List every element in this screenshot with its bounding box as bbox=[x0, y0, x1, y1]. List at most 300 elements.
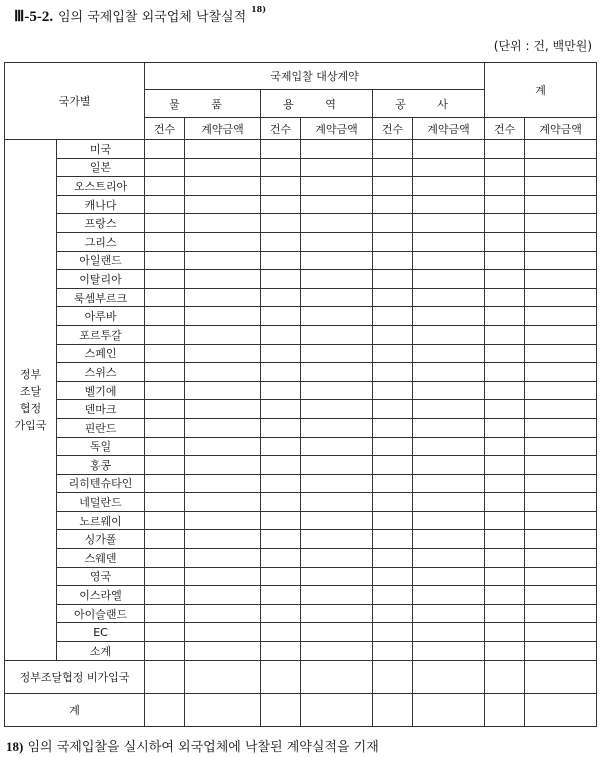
data-cell[interactable] bbox=[185, 530, 261, 549]
data-cell[interactable] bbox=[525, 400, 597, 419]
data-cell[interactable] bbox=[485, 140, 525, 159]
table-row bbox=[5, 474, 597, 493]
data-cell[interactable] bbox=[145, 195, 185, 214]
data-cell[interactable] bbox=[485, 214, 525, 233]
subtotal-row bbox=[5, 642, 597, 661]
data-cell[interactable] bbox=[525, 549, 597, 568]
country-name: 덴마크 bbox=[57, 400, 145, 419]
data-cell[interactable] bbox=[373, 437, 413, 456]
data-cell[interactable] bbox=[373, 642, 413, 661]
data-cell[interactable] bbox=[261, 325, 301, 344]
data-cell[interactable] bbox=[373, 307, 413, 326]
data-cell[interactable] bbox=[485, 158, 525, 177]
data-cell[interactable] bbox=[301, 177, 373, 196]
data-cell[interactable] bbox=[525, 604, 597, 623]
data-cell[interactable] bbox=[301, 344, 373, 363]
data-cell[interactable] bbox=[413, 623, 485, 642]
data-cell[interactable] bbox=[261, 456, 301, 475]
data-cell[interactable] bbox=[413, 474, 485, 493]
table-row bbox=[5, 604, 597, 623]
title-footnote-mark: 18) bbox=[251, 4, 266, 14]
data-cell[interactable] bbox=[145, 694, 185, 727]
data-cell[interactable] bbox=[525, 418, 597, 437]
data-cell[interactable] bbox=[145, 232, 185, 251]
data-cell[interactable] bbox=[413, 307, 485, 326]
data-cell[interactable] bbox=[413, 661, 485, 694]
data-cell[interactable] bbox=[525, 140, 597, 159]
data-cell[interactable] bbox=[485, 604, 525, 623]
data-cell[interactable] bbox=[373, 694, 413, 727]
country-name: 미국 bbox=[57, 140, 145, 159]
data-cell[interactable] bbox=[525, 251, 597, 270]
data-cell[interactable] bbox=[145, 270, 185, 289]
data-cell[interactable] bbox=[485, 493, 525, 512]
data-cell[interactable] bbox=[373, 288, 413, 307]
data-cell[interactable] bbox=[301, 195, 373, 214]
country-name: 이스라엘 bbox=[57, 586, 145, 605]
table-row bbox=[5, 549, 597, 568]
header-count: 건수 bbox=[261, 118, 301, 140]
data-cell[interactable] bbox=[373, 177, 413, 196]
data-cell[interactable] bbox=[145, 661, 185, 694]
data-cell[interactable] bbox=[185, 586, 261, 605]
data-cell[interactable] bbox=[301, 511, 373, 530]
data-cell[interactable] bbox=[373, 493, 413, 512]
data-cell[interactable] bbox=[413, 437, 485, 456]
data-cell[interactable] bbox=[145, 400, 185, 419]
data-cell[interactable] bbox=[485, 251, 525, 270]
data-cell[interactable] bbox=[485, 344, 525, 363]
table-row bbox=[5, 586, 597, 605]
data-cell[interactable] bbox=[373, 344, 413, 363]
data-cell[interactable] bbox=[145, 288, 185, 307]
data-cell[interactable] bbox=[145, 474, 185, 493]
data-cell[interactable] bbox=[145, 437, 185, 456]
data-cell[interactable] bbox=[373, 456, 413, 475]
data-cell[interactable] bbox=[485, 381, 525, 400]
data-cell[interactable] bbox=[261, 363, 301, 382]
unit-label: (단위 : 건, 백만원) bbox=[493, 39, 592, 53]
country-name: 핀란드 bbox=[57, 418, 145, 437]
grand-total-label: 계 bbox=[5, 694, 145, 727]
data-cell[interactable] bbox=[525, 456, 597, 475]
data-cell[interactable] bbox=[261, 251, 301, 270]
data-cell[interactable] bbox=[301, 549, 373, 568]
country-name: 네덜란드 bbox=[57, 493, 145, 512]
data-cell[interactable] bbox=[261, 604, 301, 623]
data-cell[interactable] bbox=[145, 567, 185, 586]
data-cell[interactable] bbox=[413, 177, 485, 196]
table-title bbox=[14, 6, 266, 26]
data-cell[interactable] bbox=[485, 400, 525, 419]
member-group-line: 가입국 bbox=[14, 419, 47, 433]
data-cell[interactable] bbox=[145, 363, 185, 382]
data-cell[interactable] bbox=[485, 307, 525, 326]
data-cell[interactable] bbox=[301, 232, 373, 251]
data-cell[interactable] bbox=[413, 418, 485, 437]
table-row bbox=[5, 456, 597, 475]
data-cell[interactable] bbox=[261, 400, 301, 419]
data-cell[interactable] bbox=[145, 623, 185, 642]
header-amount: 계약금액 bbox=[185, 118, 261, 140]
data-cell[interactable] bbox=[413, 456, 485, 475]
data-cell[interactable] bbox=[413, 140, 485, 159]
data-cell[interactable] bbox=[185, 232, 261, 251]
table-row bbox=[5, 567, 597, 586]
table-row bbox=[5, 493, 597, 512]
data-cell[interactable] bbox=[485, 456, 525, 475]
data-cell[interactable] bbox=[261, 661, 301, 694]
data-cell[interactable] bbox=[301, 530, 373, 549]
data-cell[interactable] bbox=[301, 381, 373, 400]
table-row bbox=[5, 158, 597, 177]
data-cell[interactable] bbox=[261, 418, 301, 437]
data-cell[interactable] bbox=[145, 530, 185, 549]
data-cell[interactable] bbox=[525, 530, 597, 549]
data-cell[interactable] bbox=[185, 177, 261, 196]
table-row bbox=[5, 363, 597, 382]
data-cell[interactable] bbox=[185, 623, 261, 642]
data-cell[interactable] bbox=[485, 661, 525, 694]
data-cell[interactable] bbox=[373, 232, 413, 251]
data-cell[interactable] bbox=[485, 549, 525, 568]
data-cell[interactable] bbox=[145, 307, 185, 326]
data-cell[interactable] bbox=[301, 400, 373, 419]
data-cell[interactable] bbox=[185, 363, 261, 382]
data-cell[interactable] bbox=[185, 195, 261, 214]
data-cell[interactable] bbox=[413, 642, 485, 661]
data-cell[interactable] bbox=[485, 642, 525, 661]
table-row bbox=[5, 344, 597, 363]
data-cell[interactable] bbox=[373, 214, 413, 233]
data-cell[interactable] bbox=[485, 623, 525, 642]
data-cell[interactable] bbox=[301, 158, 373, 177]
data-cell[interactable] bbox=[485, 567, 525, 586]
country-name: 그리스 bbox=[57, 232, 145, 251]
data-cell[interactable] bbox=[145, 511, 185, 530]
country-name: 아일랜드 bbox=[57, 251, 145, 270]
header-country: 국가별 bbox=[5, 63, 145, 140]
data-cell[interactable] bbox=[485, 232, 525, 251]
data-cell[interactable] bbox=[261, 567, 301, 586]
data-cell[interactable] bbox=[485, 288, 525, 307]
data-cell[interactable] bbox=[261, 381, 301, 400]
table-row bbox=[5, 270, 597, 289]
data-cell[interactable] bbox=[413, 586, 485, 605]
data-cell[interactable] bbox=[145, 456, 185, 475]
data-cell[interactable] bbox=[185, 288, 261, 307]
data-cell[interactable] bbox=[413, 400, 485, 419]
country-name: 홍콩 bbox=[57, 456, 145, 475]
data-cell[interactable] bbox=[185, 140, 261, 159]
data-cell[interactable] bbox=[301, 567, 373, 586]
table-row bbox=[5, 530, 597, 549]
data-cell[interactable] bbox=[413, 158, 485, 177]
data-cell[interactable] bbox=[413, 694, 485, 727]
data-cell[interactable] bbox=[525, 381, 597, 400]
member-group-line: 정부 bbox=[19, 368, 42, 382]
data-cell[interactable] bbox=[301, 307, 373, 326]
data-cell[interactable] bbox=[525, 325, 597, 344]
data-cell[interactable] bbox=[145, 381, 185, 400]
data-cell[interactable] bbox=[373, 325, 413, 344]
country-name: 독일 bbox=[57, 437, 145, 456]
data-cell[interactable] bbox=[261, 232, 301, 251]
data-cell[interactable] bbox=[485, 586, 525, 605]
data-cell[interactable] bbox=[413, 344, 485, 363]
data-cell[interactable] bbox=[301, 251, 373, 270]
member-group-label bbox=[5, 140, 57, 661]
data-cell[interactable] bbox=[373, 604, 413, 623]
data-cell[interactable] bbox=[525, 214, 597, 233]
data-cell[interactable] bbox=[485, 694, 525, 727]
data-cell[interactable] bbox=[373, 530, 413, 549]
data-cell[interactable] bbox=[185, 418, 261, 437]
data-cell[interactable] bbox=[413, 195, 485, 214]
data-cell[interactable] bbox=[185, 549, 261, 568]
data-cell[interactable] bbox=[373, 474, 413, 493]
data-cell[interactable] bbox=[145, 418, 185, 437]
data-cell[interactable] bbox=[485, 177, 525, 196]
data-cell[interactable] bbox=[525, 511, 597, 530]
data-cell[interactable] bbox=[185, 214, 261, 233]
data-cell[interactable] bbox=[413, 214, 485, 233]
country-name: 스위스 bbox=[57, 363, 145, 382]
data-cell[interactable] bbox=[261, 437, 301, 456]
data-cell[interactable] bbox=[413, 381, 485, 400]
header-count: 건수 bbox=[485, 118, 525, 140]
data-cell[interactable] bbox=[525, 567, 597, 586]
data-cell[interactable] bbox=[413, 251, 485, 270]
data-cell[interactable] bbox=[261, 214, 301, 233]
data-cell[interactable] bbox=[261, 288, 301, 307]
data-cell[interactable] bbox=[413, 288, 485, 307]
data-cell[interactable] bbox=[145, 158, 185, 177]
data-cell[interactable] bbox=[145, 177, 185, 196]
data-cell[interactable] bbox=[185, 567, 261, 586]
data-cell[interactable] bbox=[301, 363, 373, 382]
data-cell[interactable] bbox=[301, 623, 373, 642]
table-row bbox=[5, 177, 597, 196]
country-name: 아루바 bbox=[57, 307, 145, 326]
data-cell[interactable] bbox=[261, 307, 301, 326]
contract-table bbox=[4, 62, 597, 727]
data-cell[interactable] bbox=[373, 567, 413, 586]
data-cell[interactable] bbox=[145, 604, 185, 623]
data-cell[interactable] bbox=[525, 177, 597, 196]
table-row bbox=[5, 195, 597, 214]
table-row bbox=[5, 325, 597, 344]
data-cell[interactable] bbox=[145, 325, 185, 344]
data-cell[interactable] bbox=[185, 158, 261, 177]
data-cell[interactable] bbox=[413, 604, 485, 623]
data-cell[interactable] bbox=[525, 437, 597, 456]
data-cell[interactable] bbox=[413, 363, 485, 382]
data-cell[interactable] bbox=[373, 549, 413, 568]
data-cell[interactable] bbox=[185, 270, 261, 289]
data-cell[interactable] bbox=[373, 623, 413, 642]
data-cell[interactable] bbox=[145, 214, 185, 233]
title-number: Ⅲ-5-2. bbox=[14, 9, 54, 25]
data-cell[interactable] bbox=[145, 549, 185, 568]
data-cell[interactable] bbox=[261, 270, 301, 289]
data-cell[interactable] bbox=[525, 586, 597, 605]
data-cell[interactable] bbox=[373, 586, 413, 605]
data-cell[interactable] bbox=[145, 493, 185, 512]
data-cell[interactable] bbox=[413, 511, 485, 530]
country-name: 벨기에 bbox=[57, 381, 145, 400]
data-cell[interactable] bbox=[413, 232, 485, 251]
data-cell[interactable] bbox=[185, 474, 261, 493]
data-cell[interactable] bbox=[373, 381, 413, 400]
data-cell[interactable] bbox=[261, 493, 301, 512]
data-cell[interactable] bbox=[261, 344, 301, 363]
data-cell[interactable] bbox=[301, 661, 373, 694]
data-cell[interactable] bbox=[525, 232, 597, 251]
data-cell[interactable] bbox=[525, 195, 597, 214]
data-cell[interactable] bbox=[185, 381, 261, 400]
data-cell[interactable] bbox=[413, 530, 485, 549]
data-cell[interactable] bbox=[525, 493, 597, 512]
data-cell[interactable] bbox=[261, 474, 301, 493]
table-row bbox=[5, 381, 597, 400]
data-cell[interactable] bbox=[301, 604, 373, 623]
data-cell[interactable] bbox=[301, 418, 373, 437]
country-name: 영국 bbox=[57, 567, 145, 586]
data-cell[interactable] bbox=[413, 325, 485, 344]
subtotal-label: 소계 bbox=[57, 642, 145, 661]
data-cell[interactable] bbox=[373, 363, 413, 382]
data-cell[interactable] bbox=[185, 694, 261, 727]
data-cell[interactable] bbox=[301, 456, 373, 475]
data-cell[interactable] bbox=[373, 418, 413, 437]
header-construction: 공 사 bbox=[373, 90, 485, 118]
data-cell[interactable] bbox=[525, 158, 597, 177]
data-cell[interactable] bbox=[413, 567, 485, 586]
table-row bbox=[5, 307, 597, 326]
data-cell[interactable] bbox=[525, 694, 597, 727]
data-cell[interactable] bbox=[413, 270, 485, 289]
data-cell[interactable] bbox=[185, 642, 261, 661]
data-cell[interactable] bbox=[525, 344, 597, 363]
data-cell[interactable] bbox=[525, 288, 597, 307]
data-cell[interactable] bbox=[373, 195, 413, 214]
data-cell[interactable] bbox=[185, 456, 261, 475]
data-cell[interactable] bbox=[301, 694, 373, 727]
data-cell[interactable] bbox=[485, 437, 525, 456]
data-cell[interactable] bbox=[145, 344, 185, 363]
data-cell[interactable] bbox=[301, 474, 373, 493]
table-row bbox=[5, 214, 597, 233]
data-cell[interactable] bbox=[413, 549, 485, 568]
data-cell[interactable] bbox=[185, 511, 261, 530]
data-cell[interactable] bbox=[261, 511, 301, 530]
data-cell[interactable] bbox=[185, 251, 261, 270]
country-name: 리히텐슈타인 bbox=[57, 474, 145, 493]
data-cell[interactable] bbox=[185, 325, 261, 344]
header-total: 계 bbox=[485, 63, 597, 118]
data-cell[interactable] bbox=[485, 418, 525, 437]
data-cell[interactable] bbox=[413, 493, 485, 512]
data-cell[interactable] bbox=[485, 363, 525, 382]
data-cell[interactable] bbox=[525, 623, 597, 642]
data-cell[interactable] bbox=[261, 530, 301, 549]
data-cell[interactable] bbox=[373, 400, 413, 419]
data-cell[interactable] bbox=[145, 251, 185, 270]
country-name: EC bbox=[57, 623, 145, 642]
data-cell[interactable] bbox=[525, 661, 597, 694]
data-cell[interactable] bbox=[525, 363, 597, 382]
data-cell[interactable] bbox=[301, 642, 373, 661]
data-cell[interactable] bbox=[185, 400, 261, 419]
data-cell[interactable] bbox=[525, 270, 597, 289]
data-cell[interactable] bbox=[185, 661, 261, 694]
data-cell[interactable] bbox=[145, 642, 185, 661]
data-cell[interactable] bbox=[373, 140, 413, 159]
data-cell[interactable] bbox=[145, 140, 185, 159]
data-cell[interactable] bbox=[373, 661, 413, 694]
data-cell[interactable] bbox=[373, 511, 413, 530]
country-name: 스웨덴 bbox=[57, 549, 145, 568]
data-cell[interactable] bbox=[261, 694, 301, 727]
data-cell[interactable] bbox=[185, 493, 261, 512]
data-cell[interactable] bbox=[261, 586, 301, 605]
data-cell[interactable] bbox=[185, 437, 261, 456]
data-cell[interactable] bbox=[261, 195, 301, 214]
data-cell[interactable] bbox=[185, 344, 261, 363]
data-cell[interactable] bbox=[301, 493, 373, 512]
data-cell[interactable] bbox=[261, 177, 301, 196]
data-cell[interactable] bbox=[301, 140, 373, 159]
data-cell[interactable] bbox=[525, 642, 597, 661]
data-cell[interactable] bbox=[261, 549, 301, 568]
country-name: 아이슬랜드 bbox=[57, 604, 145, 623]
data-cell[interactable] bbox=[485, 270, 525, 289]
data-cell[interactable] bbox=[185, 604, 261, 623]
data-cell[interactable] bbox=[301, 586, 373, 605]
data-cell[interactable] bbox=[261, 140, 301, 159]
data-cell[interactable] bbox=[261, 158, 301, 177]
data-cell[interactable] bbox=[485, 530, 525, 549]
data-cell[interactable] bbox=[145, 586, 185, 605]
data-cell[interactable] bbox=[525, 474, 597, 493]
data-cell[interactable] bbox=[485, 325, 525, 344]
data-cell[interactable] bbox=[301, 288, 373, 307]
member-group-line: 조달 bbox=[19, 385, 42, 399]
data-cell[interactable] bbox=[485, 474, 525, 493]
data-cell[interactable] bbox=[525, 307, 597, 326]
data-cell[interactable] bbox=[261, 623, 301, 642]
data-cell[interactable] bbox=[485, 195, 525, 214]
country-name: 일본 bbox=[57, 158, 145, 177]
country-name: 프랑스 bbox=[57, 214, 145, 233]
country-name: 룩셈부르크 bbox=[57, 288, 145, 307]
data-cell[interactable] bbox=[373, 270, 413, 289]
data-cell[interactable] bbox=[373, 251, 413, 270]
table-row bbox=[5, 288, 597, 307]
data-cell[interactable] bbox=[301, 214, 373, 233]
non-member-row bbox=[5, 661, 597, 694]
data-cell[interactable] bbox=[373, 158, 413, 177]
data-cell[interactable] bbox=[185, 307, 261, 326]
header-count: 건수 bbox=[373, 118, 413, 140]
data-cell[interactable] bbox=[301, 270, 373, 289]
data-cell[interactable] bbox=[301, 325, 373, 344]
data-cell[interactable] bbox=[301, 437, 373, 456]
country-name: 포르투갈 bbox=[57, 325, 145, 344]
data-cell[interactable] bbox=[485, 511, 525, 530]
data-cell[interactable] bbox=[261, 642, 301, 661]
